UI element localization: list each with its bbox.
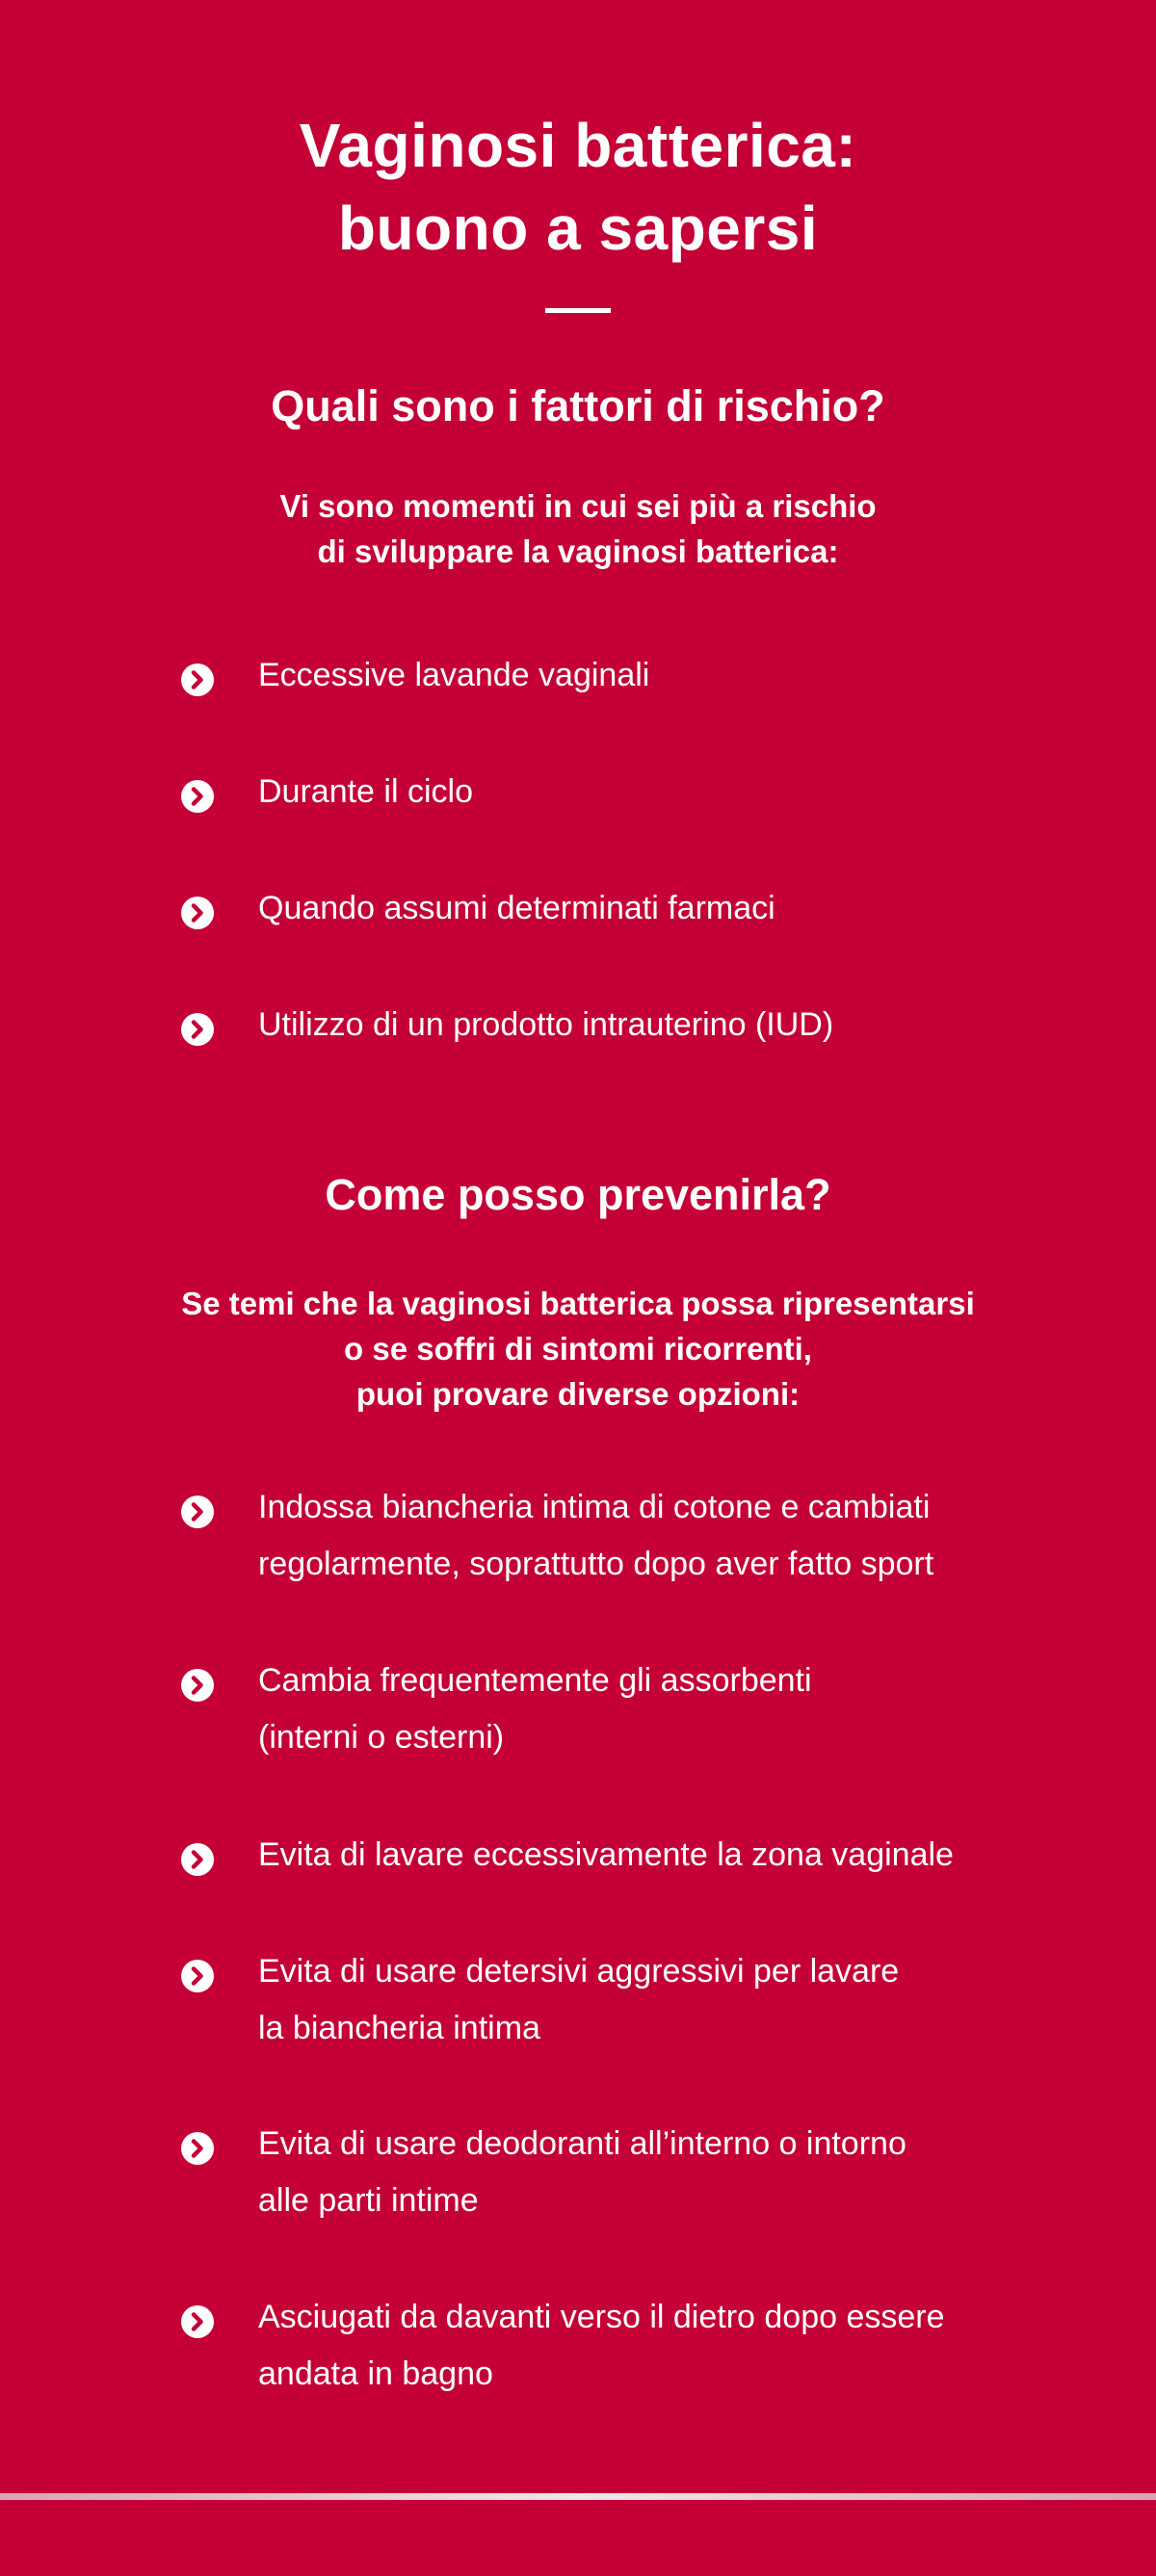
list-item-text xyxy=(258,1652,812,1766)
list-item-line: andata in bagno xyxy=(258,2355,493,2392)
list-item xyxy=(181,2127,1048,2229)
chevron-right-circle-icon xyxy=(181,2305,214,2338)
page-title xyxy=(0,104,1156,270)
list-item-line: Quando assumi determinati farmaci xyxy=(258,890,775,926)
chevron-right-circle-icon xyxy=(181,1669,214,1702)
chevron-right-circle-icon xyxy=(181,897,214,929)
list-item xyxy=(181,1491,1048,1593)
risk-lead-line-1: Vi sono momenti in cui sei più a rischio xyxy=(279,488,877,524)
list-item xyxy=(181,659,1048,704)
list-item-text xyxy=(258,880,775,937)
bottom-divider xyxy=(0,2493,1156,2500)
title-line-1: Vaginosi batterica: xyxy=(299,111,857,180)
title-line-2: buono a sapersi xyxy=(337,194,819,263)
list-item-line: Indossa biancheria intima di cotone e cambiati xyxy=(258,1489,931,1525)
prevent-lead-line-2: o se soffri di sintomi ricorrenti, xyxy=(344,1331,812,1366)
list-item-line: la biancheria intima xyxy=(258,2010,540,2046)
list-item-line: Utilizzo di un prodotto intrauterino (IUD) xyxy=(258,1006,834,1043)
list-item-line: Asciugati da davanti verso il dietro dopo essere xyxy=(258,2299,945,2335)
risk-heading: Quali sono i fattori di rischio? xyxy=(271,381,885,430)
prevent-lead-line-3: puoi provare diverse opzioni: xyxy=(355,1376,801,1412)
list-item-line: Evita di usare detersivi aggressivi per lavare xyxy=(258,1953,900,1990)
chevron-right-circle-icon xyxy=(181,2132,214,2165)
list-item xyxy=(181,2301,1048,2403)
title-divider xyxy=(545,308,611,313)
list-item xyxy=(181,892,1048,937)
chevron-right-circle-icon xyxy=(181,664,214,696)
list-item xyxy=(181,1008,1048,1054)
prevent-lead-line-1: Se temi che la vaginosi batterica possa ripresentarsi xyxy=(181,1286,975,1321)
list-item-text xyxy=(258,997,833,1054)
prevent-heading: Come posso prevenirla? xyxy=(325,1170,831,1219)
list-item-line: Evita di usare deodoranti all’interno o intorno xyxy=(258,2125,906,2162)
list-item-line: Eccessive lavande vaginali xyxy=(258,657,650,693)
list-item-line: (interni o esterni) xyxy=(258,1719,505,1756)
list-item-text xyxy=(258,1943,899,2057)
list-item-line: Evita di lavare eccessivamente la zona vaginale xyxy=(258,1836,954,1873)
list-item-text xyxy=(258,1827,954,1884)
list-item-text xyxy=(258,764,473,820)
prevent-lead xyxy=(0,1281,1156,1417)
list-item xyxy=(181,775,1048,820)
list-item xyxy=(181,1838,1048,1884)
list-item-line: Durante il ciclo xyxy=(258,773,473,810)
list-item xyxy=(181,1955,1048,2057)
chevron-right-circle-icon xyxy=(181,1496,214,1528)
risk-lead xyxy=(0,483,1156,574)
list-item xyxy=(181,1664,1048,1766)
chevron-right-circle-icon xyxy=(181,780,214,813)
list-item-text xyxy=(258,647,649,704)
risk-lead-line-2: di sviluppare la vaginosi batterica: xyxy=(317,533,839,569)
chevron-right-circle-icon xyxy=(181,1013,214,1046)
chevron-right-circle-icon xyxy=(181,1960,214,1992)
list-item-line: alle parti intime xyxy=(258,2182,479,2219)
list-item-text xyxy=(258,1479,933,1593)
list-item-text xyxy=(258,2116,906,2229)
list-item-line: Cambia frequentemente gli assorbenti xyxy=(258,1662,812,1699)
chevron-right-circle-icon xyxy=(181,1843,214,1876)
list-item-text xyxy=(258,2289,945,2403)
list-item-line: regolarmente, soprattutto dopo aver fatto sport xyxy=(258,1546,934,1582)
